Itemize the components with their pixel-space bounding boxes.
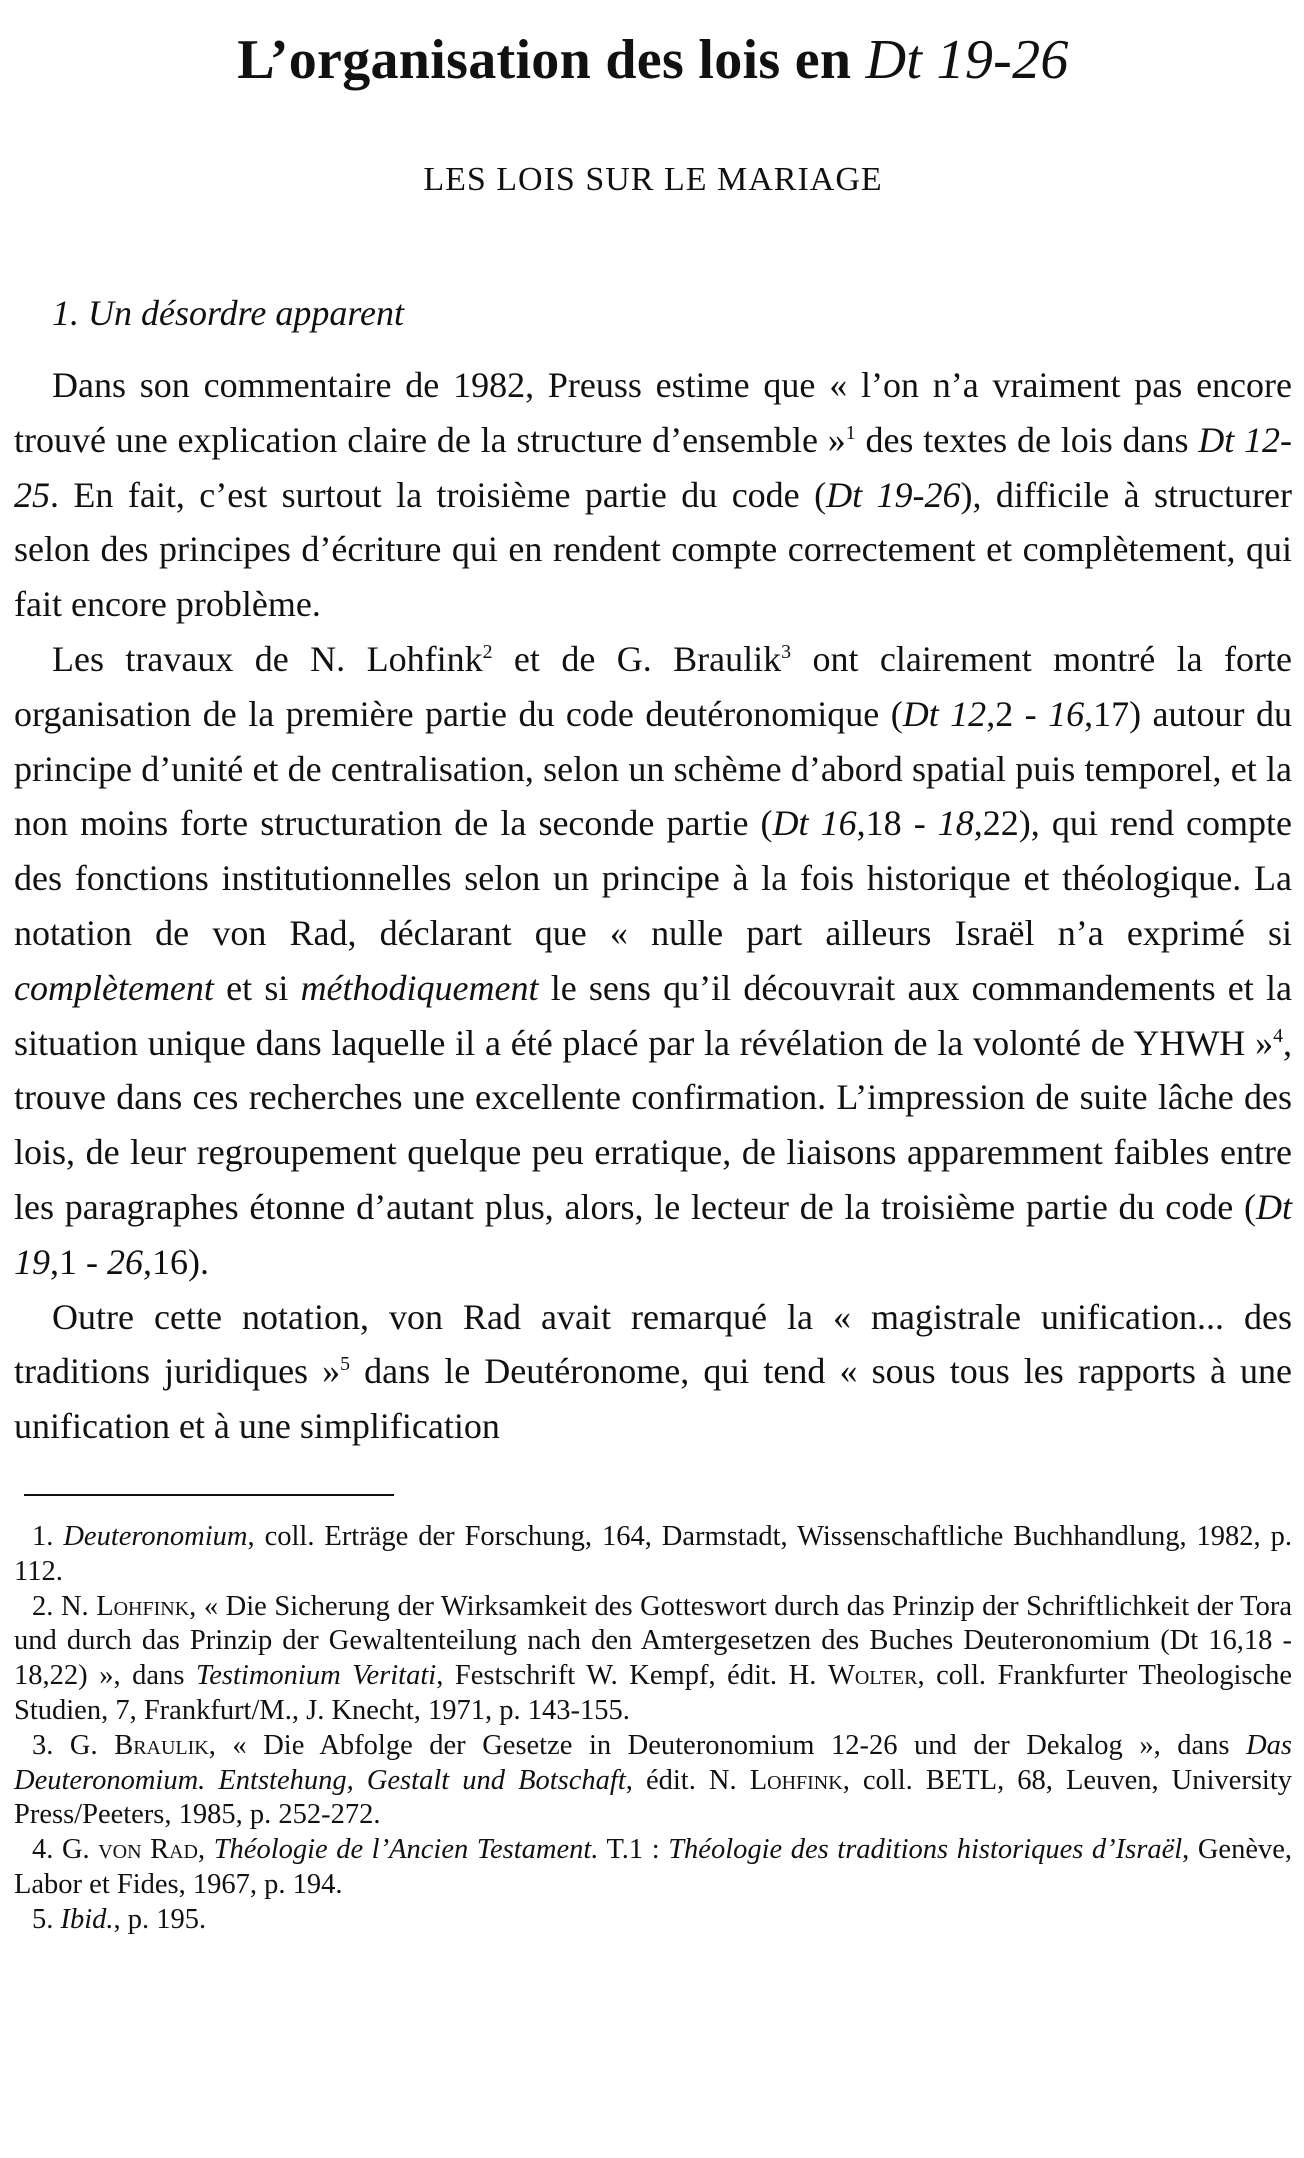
- article-title-text: L’organisation des lois en: [237, 29, 866, 91]
- article-title-reference: Dt 19-26: [865, 29, 1069, 91]
- body-text: [14, 358, 1292, 1454]
- footnote-number: 3.: [32, 1729, 54, 1761]
- footnote-2: 2. N. Lohfink, « Die Sicherung der Wirksamkeit des Gotteswort durch das Prinzip der Schriftlichkeit der Tora und durch das Prinzip der Gewaltenteilung nach den Amtergesetzen des Buches Deuteronomium (Dt 16,18 - 18,22) », dans Testimonium Veritati, Festschrift W. Kempf, édit. H. Wolter, coll. Frankfurter Theologische Studien, 7, Frankfurt/M., J. Knecht, 1971, p. 143-155.: [14, 1590, 1293, 1726]
- footnote-number: 4.: [32, 1834, 54, 1866]
- footnote-ref: 4: [1273, 1024, 1283, 1047]
- footnote-3: 3. G. Braulik, « Die Abfolge der Gesetze in Deuteronomium 12-26 und der Dekalog », dans Das Deuteronomium. Entstehung, Gestalt und Botschaft, édit. N. Lohfink, coll. BETL, 68, Leuven, University Press/Peeters, 1985, p. 252-272.: [14, 1729, 1293, 1831]
- paragraph-2: Les travaux de N. Lohfink$^2$ et de G. Braulik$^3$ ont clairement montré la forte organisation de la première partie du code deutéronomique (Dt 12,2 - 16,17) autour du principe d’unité et de centralisation, selon un schème d’abord spatial puis temporel, et la non moins forte structuration de la seconde partie (Dt 16,18 - 18,22), qui rend compte des fonctions institutionnelles selon un principe à la fois historique et théologique. La notation de von Rad, déclarant que « nulle part ailleurs Israël n’a exprimé si complètement et si méthodiquement le sens qu’il découvrait aux commandements et la situation unique dans laquelle il a été placé par la révélation de la volonté de YHWH »$^4$, trouve dans ces recherches une excellente confirmation. L’impression de suite lâche des lois, de leur regroupement quelque peu erratique, de liaisons apparemment faibles entre les paragraphes étonne d’autant plus, alors, le lecteur de la troisième partie du code (Dt 19,1 - 26,16).: [14, 638, 1292, 1282]
- footnote-ref: 2: [482, 640, 493, 663]
- footnotes: [14, 1520, 1292, 1938]
- section-number: 1.: [52, 293, 79, 333]
- paragraph-3: Outre cette notation, von Rad avait remarqué la « magistrale unification... des traditions juridiques »$^5$ dans le Deutéronome, qui tend « sous tous les rapports à une unification et à une simplification: [14, 1296, 1292, 1447]
- footnote-number: 1.: [32, 1520, 54, 1552]
- section-heading: [14, 288, 1292, 338]
- section-title: Un désordre apparent: [88, 293, 404, 333]
- footnote-ref: 1: [845, 421, 856, 444]
- footnote-4: 4. G. von Rad, Théologie de l’Ancien Testament. T.1 : Théologie des traditions historiques d’Israël, Genève, Labor et Fides, 1967, p. 194.: [14, 1834, 1293, 1900]
- footnote-ref: 3: [781, 640, 792, 663]
- article-title: [14, 22, 1292, 98]
- footnote-divider: [24, 1494, 394, 1496]
- footnote-5: 5. Ibid., p. 195.: [32, 1903, 207, 1935]
- footnote-ref: 5: [340, 1353, 351, 1376]
- footnote-1: 1. Deuteronomium, coll. Erträge der Forschung, 164, Darmstadt, Wissenschaftliche Buchhandlung, 1982, p. 112.: [14, 1520, 1293, 1587]
- article-subtitle: LES LOIS SUR LE MARIAGE: [423, 161, 883, 198]
- footnote-number: 2.: [32, 1590, 54, 1622]
- footnote-number: 5.: [32, 1903, 54, 1935]
- paragraph-1: Dans son commentaire de 1982, Preuss estime que « l’on n’a vraiment pas encore trouvé une explication claire de la structure d’ensemble »$^1$ des textes de lois dans Dt 12-25. En fait, c’est surtout la troisième partie du code (Dt 19-26), difficile à structurer selon des principes d’écriture qui en rendent compte correctement et complètement, qui fait encore problème.: [14, 365, 1292, 625]
